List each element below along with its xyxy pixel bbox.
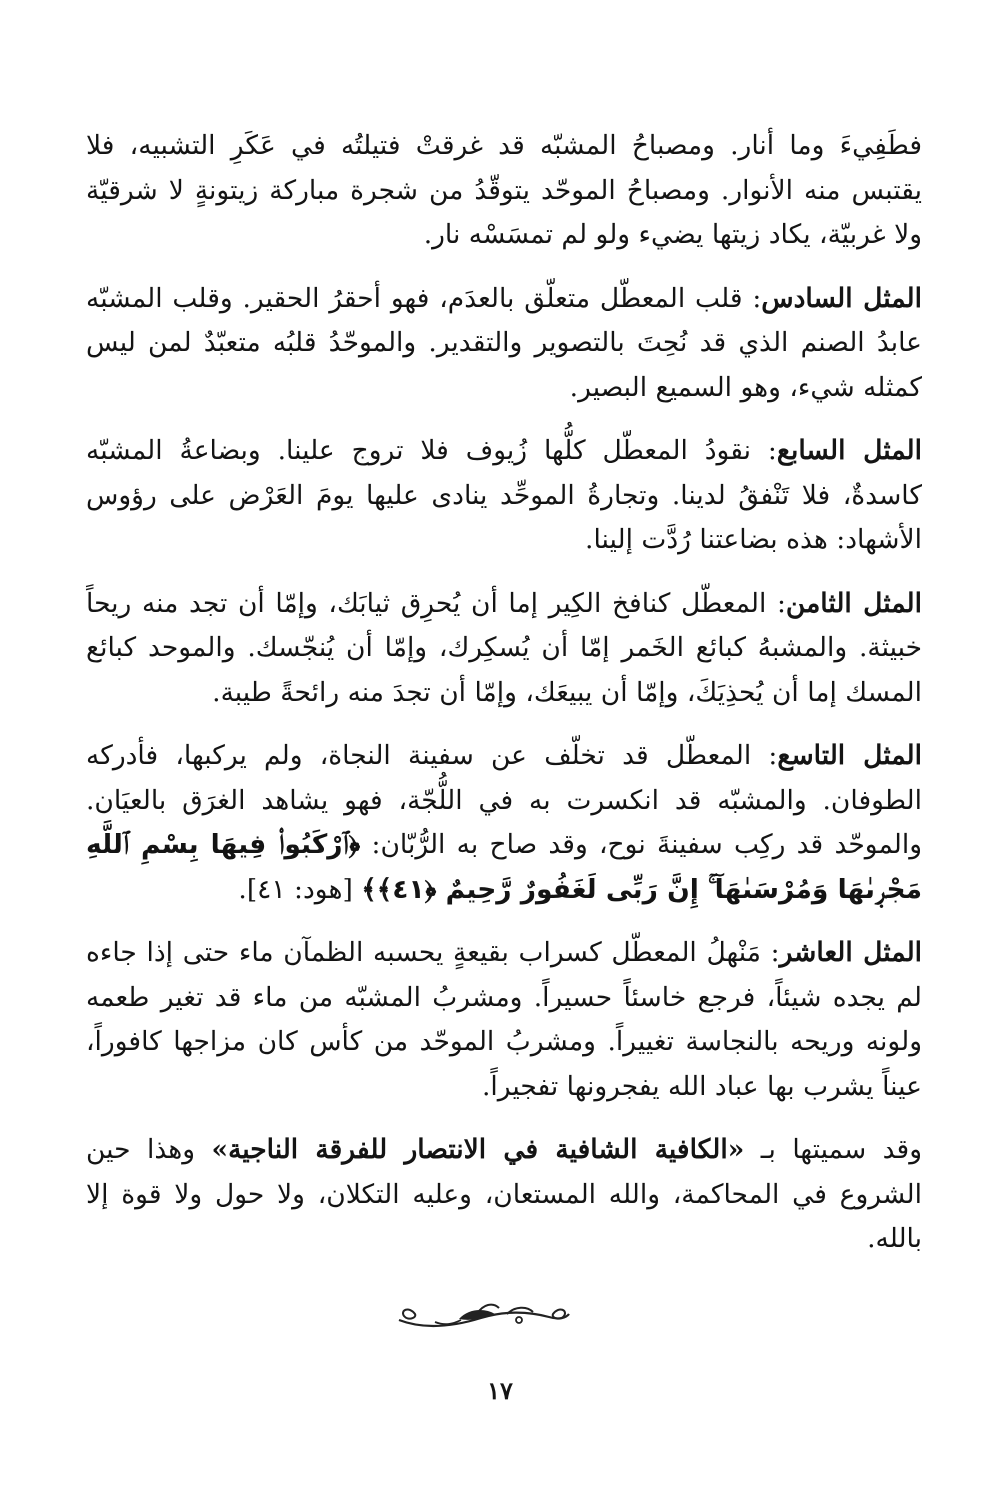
paragraph-heading: المثل العاشر	[779, 937, 923, 968]
paragraph-example-10	[86, 931, 922, 1109]
page-number: ١٧	[487, 1376, 513, 1405]
paragraph-example-8	[86, 582, 922, 716]
paragraph-text: وهذا حين الشروع في المحاكمة، والله المستعان، وعليه التكلان، ولا حول ولا قوة إلا بالله.	[86, 1134, 922, 1254]
book-title: «الكافية الشافية في الانتصار للفرقة الناجية»	[211, 1134, 745, 1165]
paragraph-text: وقد سميتها بـ	[744, 1134, 922, 1165]
ornament-divider-icon	[395, 1296, 573, 1336]
paragraph-example-6	[86, 277, 922, 411]
page-body	[86, 124, 922, 1281]
paragraph-heading: المثل الثامن	[785, 587, 922, 619]
paragraph-text: فطَفِيءَ وما أنار. ومصباحُ المشبّه قد غرقتْ فتيلتُه في عَكَرِ التشبيه، فلا يقتبس منه الأنوار. ومصباحُ الموحّد يتوقّدُ من شجرة مباركة زيتونةٍ لا شرقيّة ولا غربيّة، يكاد زيتها يضيء ولو لم تمسَسْه نار.	[86, 130, 922, 250]
paragraph-text: : قلب المعطّل متعلّق بالعدَم، فهو أحقرُ الحقير. وقلب المشبّه عابدُ الصنم الذي قد نُحِتَ بالتصوير والتقدير. والموحّدُ قلبُه متعبّدٌ لمن ليس كمثله شيء، وهو السميع البصير.	[86, 282, 922, 403]
paragraph-example-7	[86, 429, 922, 563]
paragraph-text: : مَنْهلُ المعطّل كسراب بقيعةٍ يحسبه الظمآن ماء حتى إذا جاءه لم يجده شيئاً، فرجع خاسئاً حسيراً. ومشربُ المشبّه من ماء قد تغير طعمه ولونه وريحه بالنجاسة تغييراً. ومشربُ الموحّد من كأس كان مزاجها كافوراً، عيناً يشرب بها عباد الله يفجرونها تفجيراً.	[86, 937, 922, 1102]
paragraph-heading: المثل التاسع	[777, 740, 922, 771]
paragraph-heading: المثل السابع	[776, 435, 922, 466]
quran-verse: ﴿ٱرْكَبُوا۟ فِيهَا بِسْمِ ٱللَّهِ مَجْرٜىٰهَا وَمُرْسَىٰهَآ ۚ إِنَّ رَبِّى لَغَفُورٌ رَّحِيمٌ ﴿٤١﴾﴾	[86, 829, 922, 905]
verse-reference: [هود: ٤١].	[238, 873, 362, 905]
paragraph-heading: المثل السادس	[761, 282, 922, 314]
paragraph-text: : نقودُ المعطّل كلُّها زُيوف فلا تروج علينا. وبضاعةُ المشبّه كاسدةٌ، فلا تَنْفقُ لدينا. وتجارةُ الموحِّد ينادى عليها يومَ العَرْض على رؤوس الأشهاد: هذه بضاعتنا رُدَّت إلينا.	[86, 435, 922, 555]
paragraph-intro	[86, 124, 922, 258]
paragraph-example-9	[86, 734, 922, 912]
paragraph-text: : المعطّل كنافخ الكِير إما أن يُحرِق ثيابَك، وإمّا أن تجد منه ريحاً خبيثة. والمشبهُ كبائع الخَمر إمّا أن يُسكِرك، وإمّا أن يُنجّسك. والموحد كبائع المسك إما أن يُحذِيَكَ، وإمّا أن يبيعَك، وإمّا أن تجدَ منه رائحةً طيبة.	[86, 587, 922, 708]
paragraph-text: : المعطّل قد تخلّف عن سفينة النجاة، ولم يركبها، فأدركه الطوفان. والمشبّه قد انكسرت به في اللُّجّة، فهو يشاهد الغرَق بالعيَان. والموحّد قد ركِب سفينةَ نوح، وقد صاح به الرُّبّان:	[86, 740, 922, 860]
paragraph-conclusion	[86, 1128, 922, 1262]
